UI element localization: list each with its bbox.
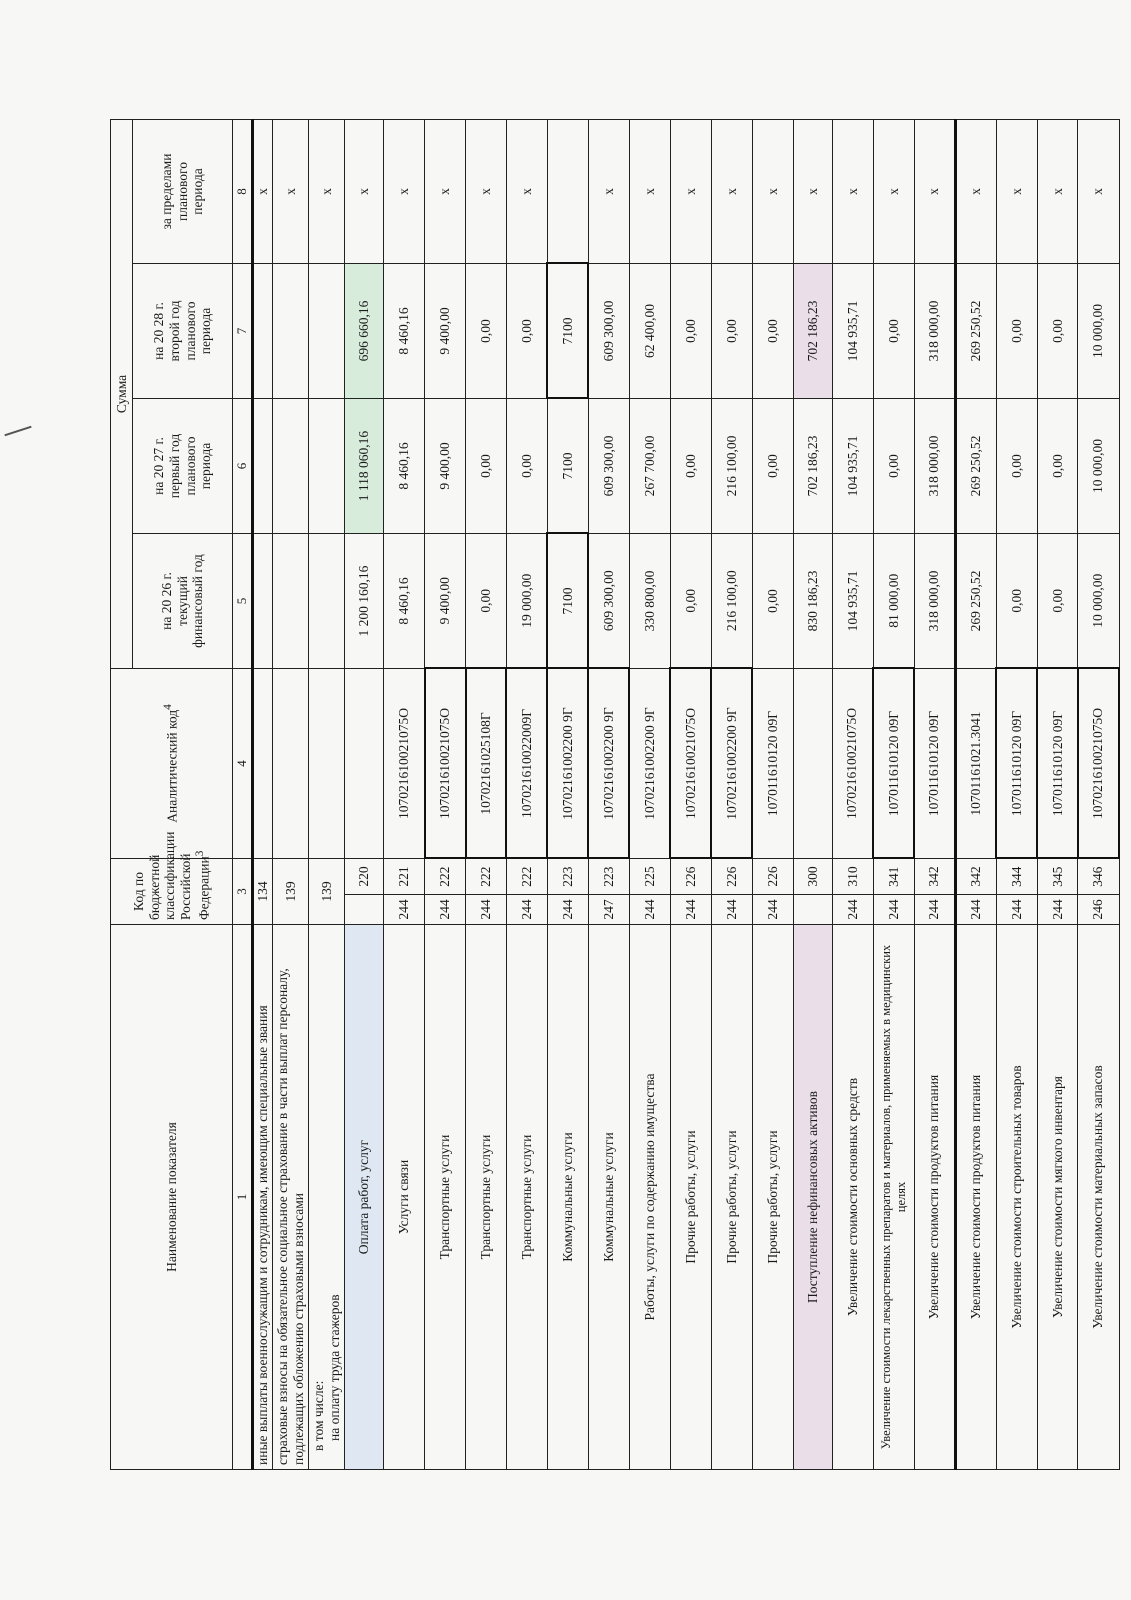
table-row bbox=[345, 119, 384, 1469]
row-code: 244 bbox=[466, 895, 507, 925]
row-code bbox=[793, 895, 832, 925]
row-kosgu: 346 bbox=[1078, 859, 1119, 895]
row-y1: 9 400,00 bbox=[425, 534, 466, 669]
row-name-line2: на оплату труда стажеров bbox=[326, 1294, 342, 1441]
row-kosgu: 342 bbox=[955, 859, 996, 895]
row-y1: 330 800,00 bbox=[629, 534, 670, 669]
row-beyond: x bbox=[466, 119, 507, 263]
row-y1: 0,00 bbox=[466, 534, 507, 669]
row-name: Прочие работы, услуги bbox=[752, 925, 793, 1470]
row-y1: 216 100,00 bbox=[711, 534, 752, 669]
table-row bbox=[384, 119, 425, 1469]
row-name: Транспортные услуги bbox=[425, 925, 466, 1470]
row-y1: 0,00 bbox=[752, 534, 793, 669]
row-kosgu: 223 bbox=[588, 859, 629, 895]
row-analytic bbox=[345, 669, 384, 859]
row-y2: 104 935,71 bbox=[832, 399, 873, 534]
row-y2: 0,00 bbox=[996, 399, 1037, 534]
row-y2 bbox=[273, 399, 309, 534]
index-cell: 4 bbox=[233, 669, 253, 859]
row-y3: 702 186,23 bbox=[793, 264, 832, 399]
row-code: 246 bbox=[1078, 895, 1119, 925]
row-y2: 216 100,00 bbox=[711, 399, 752, 534]
table-row bbox=[309, 119, 345, 1469]
row-y1 bbox=[273, 534, 309, 669]
row-y1: 609 300,00 bbox=[588, 534, 629, 669]
row-analytic: 107021610021075О bbox=[425, 669, 466, 859]
row-y3: 0,00 bbox=[506, 264, 547, 399]
row-code: 139 bbox=[309, 859, 345, 925]
row-code: 244 bbox=[752, 895, 793, 925]
row-y3: 9 400,00 bbox=[425, 264, 466, 399]
index-cell: 5 bbox=[233, 534, 253, 669]
row-y2: 0,00 bbox=[466, 399, 507, 534]
row-name: иные выплаты военнослужащим и сотрудникам, имеющим специальные звания bbox=[253, 925, 273, 1470]
row-beyond: x bbox=[1037, 119, 1078, 263]
row-y3 bbox=[253, 264, 273, 399]
table-row bbox=[1037, 119, 1078, 1469]
row-kosgu: 341 bbox=[873, 859, 914, 895]
row-kosgu: 221 bbox=[384, 859, 425, 895]
row-name bbox=[309, 925, 345, 1470]
row-y1 bbox=[309, 534, 345, 669]
row-y2: 9 400,00 bbox=[425, 399, 466, 534]
row-y2: 7100 bbox=[547, 399, 588, 534]
row-y3: 10 000,00 bbox=[1078, 264, 1119, 399]
row-y3: 696 660,16 bbox=[345, 264, 384, 399]
table-row bbox=[588, 119, 629, 1469]
row-code: 244 bbox=[629, 895, 670, 925]
row-name-line1: в том числе: bbox=[310, 1380, 326, 1451]
row-code: 244 bbox=[873, 895, 914, 925]
row-y2: 0,00 bbox=[1037, 399, 1078, 534]
row-beyond: x bbox=[914, 119, 955, 263]
row-y2: 267 700,00 bbox=[629, 399, 670, 534]
row-kosgu: 345 bbox=[1037, 859, 1078, 895]
row-y3: 62 400,00 bbox=[629, 264, 670, 399]
row-kosgu: 222 bbox=[425, 859, 466, 895]
row-kosgu: 226 bbox=[711, 859, 752, 895]
row-beyond: x bbox=[345, 119, 384, 263]
row-y2: 269 250,52 bbox=[955, 399, 996, 534]
row-analytic: 10702161002200 9Г bbox=[629, 669, 670, 859]
row-analytic: 107021610021075О bbox=[832, 669, 873, 859]
row-y3: 609 300,00 bbox=[588, 264, 629, 399]
row-beyond: x bbox=[793, 119, 832, 263]
table-row bbox=[253, 119, 273, 1469]
row-name: Транспортные услуги bbox=[466, 925, 507, 1470]
row-name: Прочие работы, услуги bbox=[670, 925, 711, 1470]
row-kosgu: 226 bbox=[752, 859, 793, 895]
row-kosgu: 220 bbox=[345, 859, 384, 895]
plan-table bbox=[110, 119, 1120, 1470]
index-cell: 1 bbox=[233, 925, 253, 1470]
row-y3: 0,00 bbox=[873, 264, 914, 399]
row-y3: 8 460,16 bbox=[384, 264, 425, 399]
row-beyond: x bbox=[506, 119, 547, 263]
header-y3: на 20 28 г. второй год планового периода bbox=[133, 264, 233, 399]
row-analytic: 107011610120 09Г bbox=[873, 669, 914, 859]
row-beyond: x bbox=[273, 119, 309, 263]
row-y1: 1 200 160,16 bbox=[345, 534, 384, 669]
row-analytic bbox=[273, 669, 309, 859]
row-y2: 0,00 bbox=[873, 399, 914, 534]
row-y2: 318 000,00 bbox=[914, 399, 955, 534]
index-cell: 6 bbox=[233, 399, 253, 534]
row-name: Увеличение стоимости основных средств bbox=[832, 925, 873, 1470]
table-row bbox=[273, 119, 309, 1469]
header-sum: Сумма bbox=[111, 119, 133, 668]
row-name: Увеличение стоимости лекарственных препаратов и материалов, применяемых в медицинских целях bbox=[873, 925, 914, 1470]
row-code: 244 bbox=[711, 895, 752, 925]
row-code: 244 bbox=[425, 895, 466, 925]
row-y1: 0,00 bbox=[670, 534, 711, 669]
row-y1: 0,00 bbox=[1037, 534, 1078, 669]
row-name: Услуги связи bbox=[384, 925, 425, 1470]
row-analytic: 10702161002200 9Г bbox=[711, 669, 752, 859]
header-analytic: Аналитический код$^4$ bbox=[111, 669, 233, 859]
row-y1: 0,00 bbox=[996, 534, 1037, 669]
row-y2: 702 186,23 bbox=[793, 399, 832, 534]
row-y1: 8 460,16 bbox=[384, 534, 425, 669]
row-analytic: 107011610120 09Г bbox=[752, 669, 793, 859]
row-beyond: x bbox=[670, 119, 711, 263]
row-name: Увеличение стоимости материальных запасов bbox=[1078, 925, 1119, 1470]
row-code: 244 bbox=[1037, 895, 1078, 925]
row-name: Оплата работ, услуг bbox=[345, 925, 384, 1470]
row-y2: 8 460,16 bbox=[384, 399, 425, 534]
row-y2 bbox=[309, 399, 345, 534]
row-y2: 10 000,00 bbox=[1078, 399, 1119, 534]
row-y1: 81 000,00 bbox=[873, 534, 914, 669]
row-analytic bbox=[253, 669, 273, 859]
header-code: Код по бюджетной классификации Российской Федерации$^3$ bbox=[111, 859, 233, 925]
header-row-1 bbox=[111, 119, 133, 1469]
row-analytic: 10702161002200 9Г bbox=[547, 669, 588, 859]
row-beyond: x bbox=[832, 119, 873, 263]
row-beyond: x bbox=[955, 119, 996, 263]
row-y2: 1 118 060,16 bbox=[345, 399, 384, 534]
row-code: 244 bbox=[506, 895, 547, 925]
row-y1 bbox=[253, 534, 273, 669]
row-code: 244 bbox=[670, 895, 711, 925]
row-beyond: x bbox=[711, 119, 752, 263]
header-y1: на 20 26 г. текущий финансовый год bbox=[133, 534, 233, 669]
row-kosgu: 310 bbox=[832, 859, 873, 895]
scan-artifact bbox=[4, 426, 31, 437]
row-y2 bbox=[253, 399, 273, 534]
row-analytic: 10702161002200 9Г bbox=[588, 669, 629, 859]
table-row bbox=[1078, 119, 1119, 1469]
row-beyond: x bbox=[588, 119, 629, 263]
row-code: 244 bbox=[914, 895, 955, 925]
row-y2: 0,00 bbox=[670, 399, 711, 534]
row-name: Увеличение стоимости продуктов питания bbox=[955, 925, 996, 1470]
row-name: Работы, услуги по содержанию имущества bbox=[629, 925, 670, 1470]
row-analytic: 107011610120 09Г bbox=[1037, 669, 1078, 859]
row-code: 244 bbox=[955, 895, 996, 925]
table-row bbox=[466, 119, 507, 1469]
row-name: Прочие работы, услуги bbox=[711, 925, 752, 1470]
row-beyond: x bbox=[873, 119, 914, 263]
row-beyond: x bbox=[253, 119, 273, 263]
row-y2: 0,00 bbox=[752, 399, 793, 534]
row-analytic bbox=[793, 669, 832, 859]
row-y3: 0,00 bbox=[752, 264, 793, 399]
row-kosgu: 223 bbox=[547, 859, 588, 895]
table-row bbox=[955, 119, 996, 1469]
row-name: Коммунальные услуги bbox=[547, 925, 588, 1470]
row-y3: 0,00 bbox=[670, 264, 711, 399]
row-y3 bbox=[309, 264, 345, 399]
row-beyond: x bbox=[1078, 119, 1119, 263]
row-kosgu: 226 bbox=[670, 859, 711, 895]
row-y3: 0,00 bbox=[1037, 264, 1078, 399]
table-row bbox=[506, 119, 547, 1469]
row-code: 134 bbox=[253, 859, 273, 925]
row-beyond: x bbox=[752, 119, 793, 263]
row-kosgu: 344 bbox=[996, 859, 1037, 895]
row-kosgu: 222 bbox=[466, 859, 507, 895]
row-y3: 318 000,00 bbox=[914, 264, 955, 399]
index-cell: 3 bbox=[233, 859, 253, 925]
row-analytic bbox=[309, 669, 345, 859]
row-y3: 0,00 bbox=[466, 264, 507, 399]
row-name: Коммунальные услуги bbox=[588, 925, 629, 1470]
row-y3 bbox=[273, 264, 309, 399]
row-analytic: 107021610022009Г bbox=[506, 669, 547, 859]
row-y1: 830 186,23 bbox=[793, 534, 832, 669]
table-row bbox=[547, 119, 588, 1469]
row-name: Транспортные услуги bbox=[506, 925, 547, 1470]
row-y1: 269 250,52 bbox=[955, 534, 996, 669]
row-beyond: x bbox=[996, 119, 1037, 263]
row-beyond: x bbox=[425, 119, 466, 263]
row-beyond: x bbox=[629, 119, 670, 263]
row-name: Увеличение стоимости строительных товаров bbox=[996, 925, 1037, 1470]
row-code: 244 bbox=[384, 895, 425, 925]
row-name: Увеличение стоимости мягкого инвентаря bbox=[1037, 925, 1078, 1470]
row-beyond bbox=[547, 119, 588, 263]
row-code: 244 bbox=[547, 895, 588, 925]
table-row bbox=[873, 119, 914, 1469]
row-y2: 0,00 bbox=[506, 399, 547, 534]
row-analytic: 107021610021075О bbox=[1078, 669, 1119, 859]
row-name: Поступление нефинансовых активов bbox=[793, 925, 832, 1470]
table-row bbox=[832, 119, 873, 1469]
header-beyond: за пределами планового периода bbox=[133, 119, 233, 263]
header-y2: на 20 27 г. первый год планового периода bbox=[133, 399, 233, 534]
row-kosgu: 300 bbox=[793, 859, 832, 895]
row-analytic: 10702161025108Г bbox=[466, 669, 507, 859]
row-y1: 19 000,00 bbox=[506, 534, 547, 669]
row-kosgu: 225 bbox=[629, 859, 670, 895]
row-y3: 104 935,71 bbox=[832, 264, 873, 399]
row-analytic: 107011610120 09Г bbox=[996, 669, 1037, 859]
row-y1: 10 000,00 bbox=[1078, 534, 1119, 669]
row-name: Увеличение стоимости продуктов питания bbox=[914, 925, 955, 1470]
row-y3: 0,00 bbox=[711, 264, 752, 399]
table-row bbox=[670, 119, 711, 1469]
rotated-sheet bbox=[110, 120, 1120, 1470]
row-y1: 104 935,71 bbox=[832, 534, 873, 669]
row-y3: 269 250,52 bbox=[955, 264, 996, 399]
table-row bbox=[793, 119, 832, 1469]
row-analytic: 107021610021075О bbox=[384, 669, 425, 859]
header-name: Наименование показателя bbox=[111, 925, 233, 1470]
row-kosgu: 222 bbox=[506, 859, 547, 895]
row-analytic: 107021610021075О bbox=[670, 669, 711, 859]
row-name: страховые взносы на обязательное социальное страхование в части выплат персоналу, подлежащих обложению страховыми взносами bbox=[273, 925, 309, 1470]
row-beyond: x bbox=[309, 119, 345, 263]
index-cell: 7 bbox=[233, 264, 253, 399]
row-y2: 609 300,00 bbox=[588, 399, 629, 534]
row-code bbox=[345, 895, 384, 925]
row-code: 247 bbox=[588, 895, 629, 925]
row-analytic: 107011610120 09Г bbox=[914, 669, 955, 859]
table-row bbox=[914, 119, 955, 1469]
table-row bbox=[996, 119, 1037, 1469]
row-y3: 7100 bbox=[547, 264, 588, 399]
index-row bbox=[233, 119, 253, 1469]
table-row bbox=[425, 119, 466, 1469]
row-y1: 318 000,00 bbox=[914, 534, 955, 669]
table-row bbox=[752, 119, 793, 1469]
row-y3: 0,00 bbox=[996, 264, 1037, 399]
row-y1: 7100 bbox=[547, 534, 588, 669]
row-analytic: 10701161021.3041 bbox=[955, 669, 996, 859]
index-cell: 8 bbox=[233, 119, 253, 263]
table-row bbox=[711, 119, 752, 1469]
row-code: 244 bbox=[832, 895, 873, 925]
row-kosgu: 342 bbox=[914, 859, 955, 895]
table-row bbox=[629, 119, 670, 1469]
row-beyond: x bbox=[384, 119, 425, 263]
row-code: 139 bbox=[273, 859, 309, 925]
row-code: 244 bbox=[996, 895, 1037, 925]
